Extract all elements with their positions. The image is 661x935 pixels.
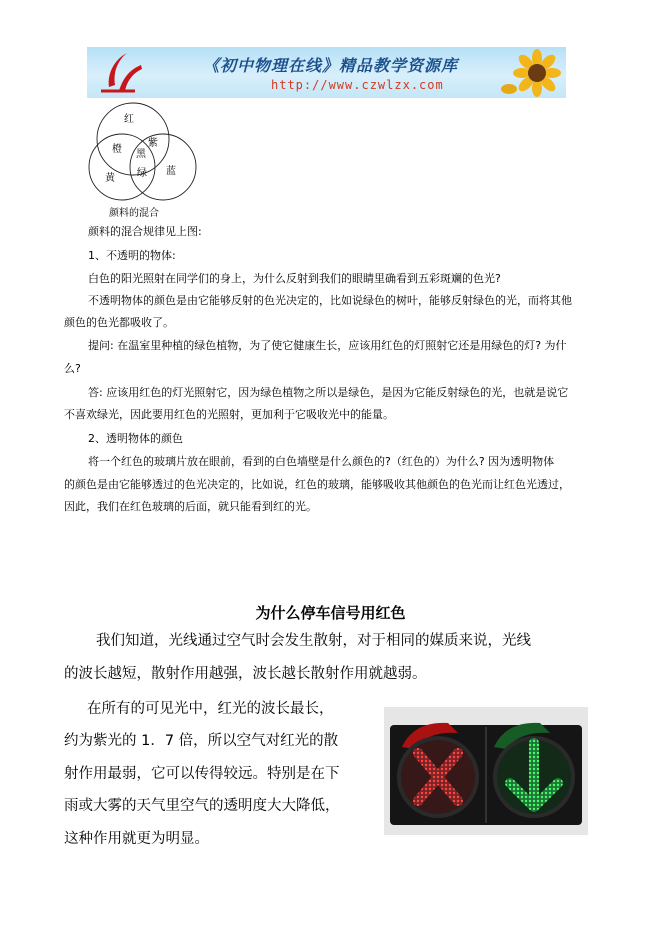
section2-title: 2、透明物体的颜色 <box>88 432 183 445</box>
label-purple: 紫 <box>148 138 158 149</box>
section2-line1: 将一个红色的玻璃片放在眼前，看到的白色墙壁是什么颜色的?（红色的）为什么? 因为透明物体 <box>88 455 555 468</box>
circle-blue <box>130 134 196 200</box>
label-green: 绿 <box>137 168 147 179</box>
label-red: 红 <box>124 114 134 125</box>
label-black: 黑 <box>136 149 146 160</box>
pigment-mixing-diagram <box>86 100 202 204</box>
sunflower-icon <box>501 49 563 97</box>
diagram-caption: 颜料的混合 <box>109 208 159 219</box>
hint-line2: 么? <box>64 362 81 375</box>
article-p2-line3: 射作用最弱，它可以传得较远。特别是在下 <box>64 766 340 782</box>
article-p2-line2: 约为紫光的 1．7 倍，所以空气对红光的散 <box>64 733 339 749</box>
section1-para-line1: 不透明物体的颜色是由它能够反射的色光决定的，比如说绿色的树叶，能够反射绿色的光，而将其他 <box>88 294 572 307</box>
section2-line3: 因此，我们在红色玻璃的后面，就只能看到红的光。 <box>64 500 317 513</box>
article-p2-line4: 雨或大雾的天气里空气的透明度大大降低， <box>64 798 340 814</box>
answer-line1: 答: 应该用红色的灯光照射它，因为绿色植物之所以是绿色，是因为它能反射绿色的光，也就是说它 <box>88 386 569 399</box>
section1-question: 白色的阳光照射在同学们的身上，为什么反射到我们的眼睛里确看到五彩斑斓的色光? <box>88 272 501 285</box>
traffic-signal-photo <box>384 707 588 835</box>
section1-title: 1、不透明的物体: <box>88 249 176 262</box>
label-blue: 蓝 <box>166 166 176 177</box>
article-heading: 为什么停车信号用红色 <box>255 604 406 622</box>
circle-yellow <box>89 134 155 200</box>
hint-line1: 提问: 在温室里种植的绿色植物，为了使它健康生长，应该用红色的灯照射它还是用绿色的灯? 为什 <box>88 339 567 352</box>
banner-url: http://www.czwlzx.com <box>271 78 444 92</box>
article-p2-line1: 在所有的可见光中，红光的波长最长， <box>87 701 334 717</box>
site-banner <box>87 47 566 98</box>
article-p1-line1: 我们知道，光线通过空气时会发生散射，对于相同的媒质来说，光线 <box>96 633 531 649</box>
intro-line: 颜料的混合规律见上图: <box>88 225 202 238</box>
article-p2-line5: 这种作用就更为明显。 <box>64 831 209 847</box>
banner-title: 《初中物理在线》精品教学资源库 <box>203 56 459 75</box>
answer-line2: 不喜欢绿光，因此要用红色的光照射，更加利于它吸收光中的能量。 <box>64 408 394 421</box>
article-p1-line2: 的波长越短，散射作用越强，波长越长散射作用就越弱。 <box>64 666 427 682</box>
label-orange: 橙 <box>112 144 122 155</box>
site-logo-icon <box>87 47 147 98</box>
section2-line2: 的颜色是由它能够透过的色光决定的，比如说，红色的玻璃，能够吸收其他颜色的色光而让红色光透过， <box>64 478 570 491</box>
label-yellow: 黄 <box>105 173 115 184</box>
section1-para-line2: 颜色的色光都吸收了。 <box>64 316 174 329</box>
